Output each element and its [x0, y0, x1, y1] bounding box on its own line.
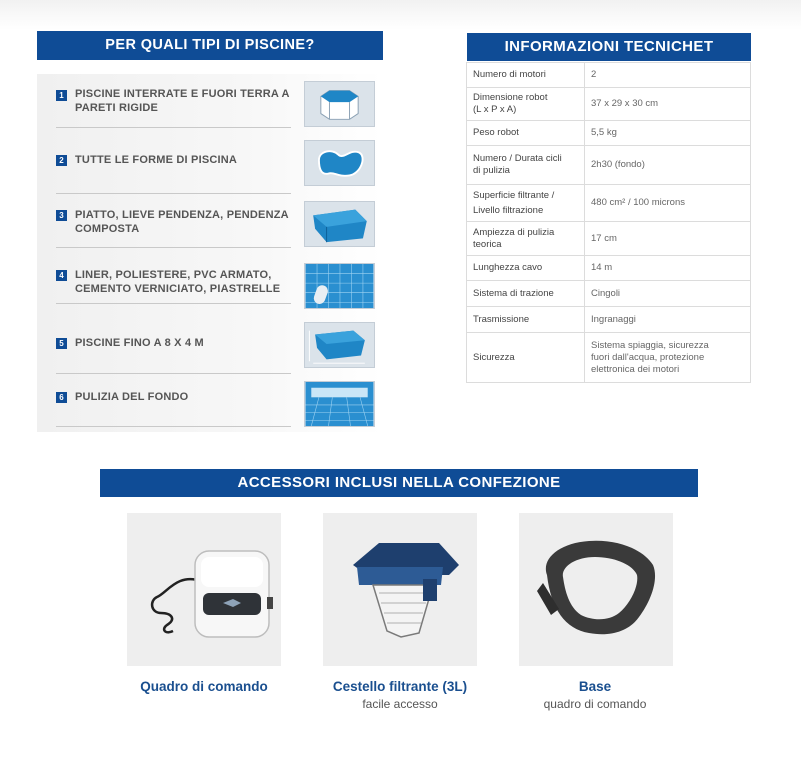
- table-row: [467, 88, 751, 121]
- pool-type-number: 3: [56, 210, 67, 221]
- control-box-stand-image: [519, 513, 673, 666]
- pool-type-label: PISCINE INTERRATE E FUORI TERRA A PARETI RIGIDE: [75, 88, 290, 114]
- spec-label: Dimensione robot (L x P x A): [467, 88, 585, 121]
- spec-value: Sistema spiaggia, sicurezza fuori dall'acqua, protezione elettronica dei motori: [585, 333, 751, 383]
- pool-type-row: [56, 140, 291, 194]
- accessory-name: Quadro di comando: [140, 679, 268, 694]
- spec-label: Sicurezza: [467, 333, 585, 383]
- pool-type-label: PIATTO, LIEVE PENDENZA, PENDENZA COMPOSTA: [75, 209, 289, 235]
- sloped-pool-icon: [304, 201, 375, 247]
- pool-type-number: 6: [56, 392, 67, 403]
- pool-type-row: [56, 374, 291, 427]
- pool-type-label: PISCINE FINO A 8 X 4 M: [75, 337, 204, 349]
- table-row: [467, 185, 751, 222]
- table-row: [467, 63, 751, 88]
- pool-type-row: [56, 86, 291, 128]
- filter-basket-image: [323, 513, 477, 666]
- table-row: [467, 281, 751, 307]
- spec-label: Numero / Durata cicli di pulizia: [467, 146, 585, 185]
- spec-value: 5,5 kg: [585, 121, 751, 146]
- pool-type-number: 2: [56, 155, 67, 166]
- pool-type-row: [56, 194, 291, 248]
- pool-type-number: 4: [56, 270, 67, 281]
- accessory-subtitle: quadro di comando: [543, 697, 647, 711]
- table-row: [467, 256, 751, 281]
- tiled-pool-icon: [304, 263, 375, 309]
- spec-label: Numero di motori: [467, 63, 585, 88]
- octagonal-pool-icon: [304, 81, 375, 127]
- control-box-image: [127, 513, 281, 666]
- spec-label: Superficie filtrante / Livello filtrazione: [467, 185, 585, 222]
- table-row: [467, 146, 751, 185]
- spec-value: 17 cm: [585, 222, 751, 256]
- spec-value: 480 cm² / 100 microns: [585, 185, 751, 222]
- table-row: [467, 307, 751, 333]
- pool-type-row: [56, 248, 291, 304]
- pool-dimensions-icon: [304, 322, 375, 368]
- spec-label: Lunghezza cavo: [467, 256, 585, 281]
- spec-value: Cingoli: [585, 281, 751, 307]
- spec-value: 2h30 (fondo): [585, 146, 751, 185]
- spec-value: 2: [585, 63, 751, 88]
- spec-label: Trasmissione: [467, 307, 585, 333]
- accessory-name: Base: [578, 679, 612, 694]
- pool-type-label: PULIZIA DEL FONDO: [75, 391, 189, 403]
- spec-label: Ampiezza di pulizia teorica: [467, 222, 585, 256]
- pool-type-number: 1: [56, 90, 67, 101]
- accessory-name: Cestello filtrante (3L): [332, 679, 468, 694]
- spec-label: Sistema di trazione: [467, 281, 585, 307]
- pool-floor-icon: [304, 381, 375, 427]
- freeform-pool-icon: [304, 140, 375, 186]
- pool-type-label: LINER, POLIESTERE, PVC ARMATO, CEMENTO VERNICIATO, PIASTRELLE: [75, 269, 281, 295]
- pool-type-number: 5: [56, 338, 67, 349]
- tech-info-table: [466, 62, 751, 383]
- pool-types-heading: PER QUALI TIPI DI PISCINE?: [37, 31, 383, 60]
- spec-value: Ingranaggi: [585, 307, 751, 333]
- spec-label: Peso robot: [467, 121, 585, 146]
- accessories-heading: ACCESSORI INCLUSI NELLA CONFEZIONE: [100, 469, 698, 497]
- table-row: [467, 333, 751, 383]
- pool-type-row: [56, 304, 291, 374]
- table-row: [467, 222, 751, 256]
- pool-type-label: TUTTE LE FORME DI PISCINA: [75, 154, 238, 166]
- spec-value: 37 x 29 x 30 cm: [585, 88, 751, 121]
- tech-info-heading: INFORMAZIONI TECNICHET: [467, 33, 751, 61]
- spec-value: 14 m: [585, 256, 751, 281]
- table-row: [467, 121, 751, 146]
- accessory-subtitle: facile accesso: [362, 697, 438, 711]
